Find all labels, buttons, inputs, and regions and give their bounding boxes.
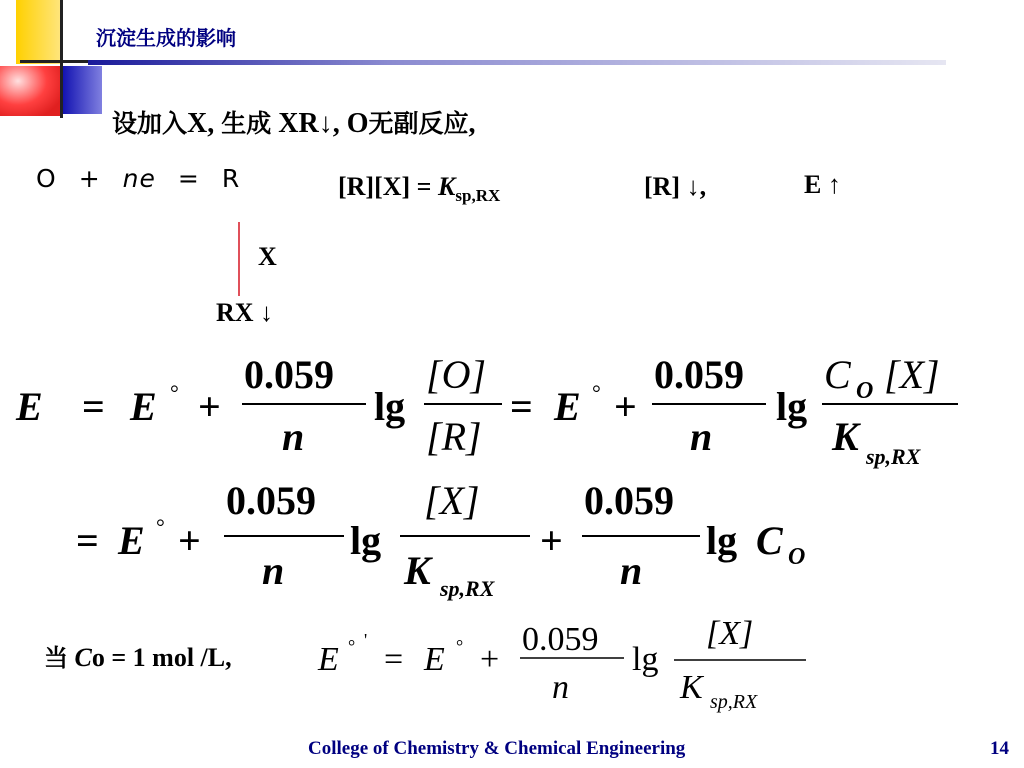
eq2-plus: +: [178, 518, 201, 563]
eq3-circ2: °: [456, 636, 464, 656]
eq3-lg: lg: [632, 641, 659, 678]
eq2-n2: n: [620, 548, 643, 593]
eq1-equals: =: [82, 384, 105, 429]
eq3-equals: =: [384, 641, 404, 678]
page-number: 14: [990, 738, 1009, 759]
eq3-circ: °: [348, 636, 356, 656]
eq2-k: K: [404, 548, 431, 593]
eq1-x: [X]: [884, 352, 940, 397]
eq2-coef2: 0.059: [584, 478, 674, 523]
eq3-e: E: [318, 641, 339, 678]
eq2-x: [X]: [424, 478, 480, 523]
eq1-plus: +: [198, 384, 221, 429]
eq1-e0: E: [130, 384, 157, 429]
eq1-coef: 0.059: [244, 352, 334, 397]
eq1-plus2: +: [614, 384, 637, 429]
condition-text: 当 Co = 1 mol /L,: [44, 643, 232, 672]
eq3-x: [X]: [706, 615, 754, 652]
eq3-n: n: [552, 669, 569, 706]
eq1-n: n: [282, 414, 305, 459]
eq3-e0: E: [424, 641, 445, 678]
eq1-circ2: °: [592, 380, 601, 405]
eq2-equals: =: [76, 518, 99, 563]
eq1-csub: O: [856, 378, 874, 404]
eq2-c: C: [756, 518, 783, 563]
eq1-r: [R]: [426, 414, 482, 459]
eq3-ksub: sp,RX: [710, 691, 758, 713]
eq1-e: E: [16, 384, 43, 429]
eq2-n: n: [262, 548, 285, 593]
eq1-lg: lg: [374, 384, 406, 429]
solubility-product-relation: $[R][X] = K_{sp,RX}$: [338, 172, 501, 206]
eq1-coef2: 0.059: [654, 352, 744, 397]
eq2-circ: °: [156, 514, 165, 539]
redox-reaction: O + ne = R: [36, 164, 241, 193]
eq2-lg2: lg: [706, 518, 738, 563]
x-label: X: [258, 242, 277, 271]
eq2-plus2: +: [540, 518, 563, 563]
eq2-e0: E: [118, 518, 145, 563]
eq1-e0b: E: [554, 384, 581, 429]
eq1-o: [O]: [426, 352, 487, 397]
footer-institution: College of Chemistry & Chemical Engineering: [308, 738, 686, 759]
assumption-line: 设加入X, 生成 XR↓, O无副反应,: [112, 108, 476, 139]
eq1-circ: °: [170, 380, 179, 405]
eq1-n2: n: [690, 414, 713, 459]
page-title: 沉淀生成的影响: [96, 26, 236, 50]
eq1-equals2: =: [510, 384, 533, 429]
r-decrease-note: [R] ↓,: [644, 172, 707, 201]
eq3-prime: ': [364, 630, 368, 650]
eq1-ksub: sp,RX: [866, 444, 921, 469]
eq3-coef: 0.059: [522, 621, 599, 658]
e-increase-note: E ↑: [804, 170, 841, 199]
eq2-csub: O: [788, 544, 806, 570]
eq1-lg2: lg: [776, 384, 808, 429]
rx-precipitate-label: RX ↓: [216, 298, 274, 327]
eq3-plus: +: [480, 641, 500, 678]
eq2-coef: 0.059: [226, 478, 316, 523]
eq1-k: K: [832, 414, 859, 459]
eq1-c: C: [824, 352, 851, 397]
eq3-k: K: [680, 669, 703, 706]
eq2-ksub: sp,RX: [440, 576, 495, 601]
eq2-lg: lg: [350, 518, 382, 563]
